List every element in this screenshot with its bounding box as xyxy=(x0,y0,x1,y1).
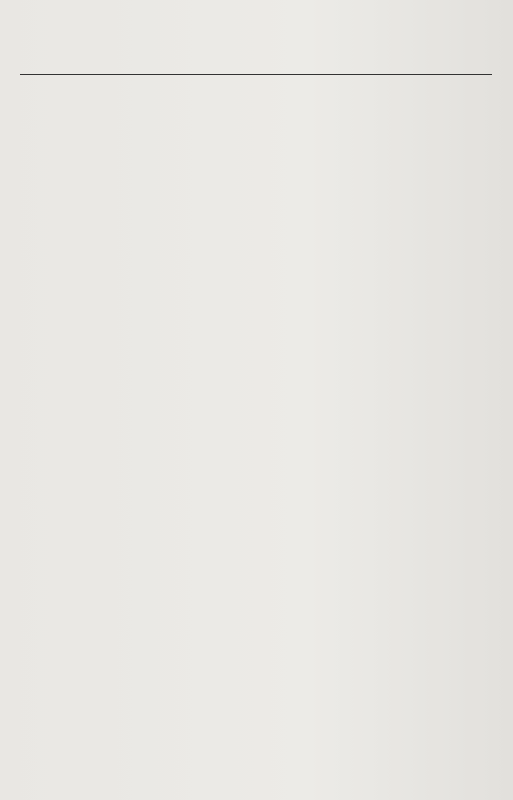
header-rule xyxy=(20,74,492,75)
